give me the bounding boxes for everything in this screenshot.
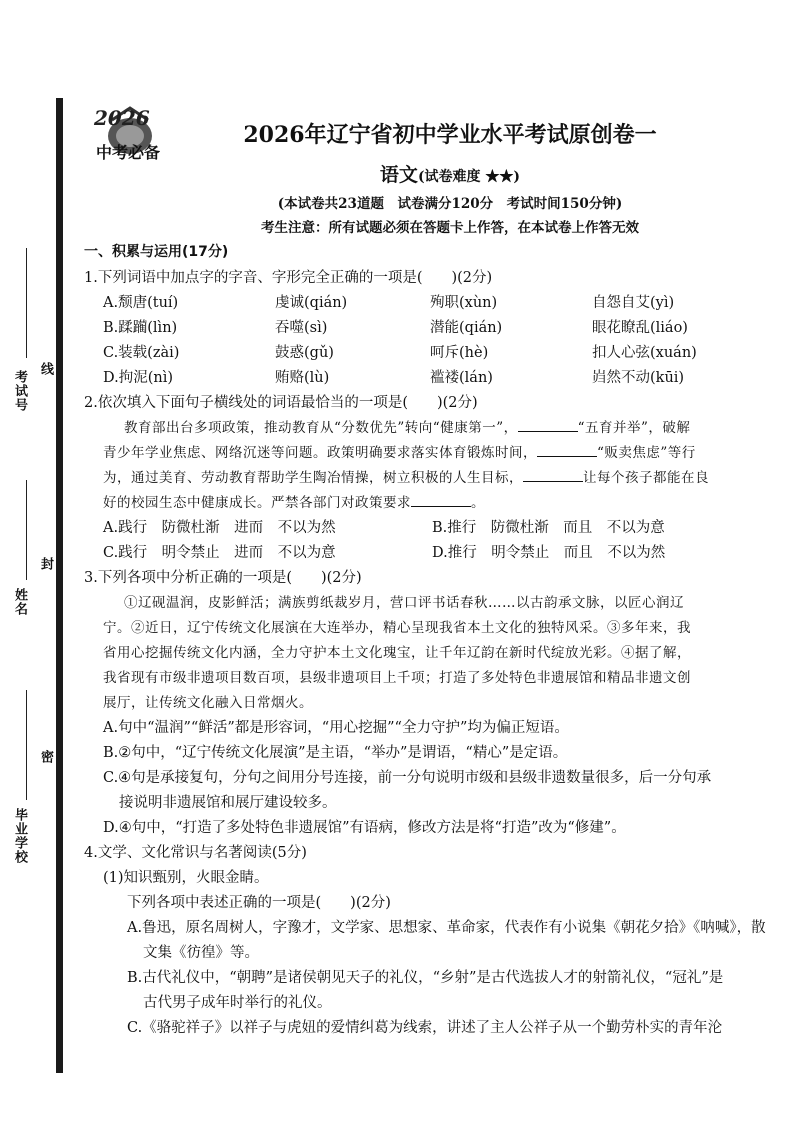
logo-year: 2026 — [94, 106, 150, 130]
q1-word: 眼花瞭乱(liáo) — [592, 320, 688, 336]
exam-no-line — [26, 248, 27, 358]
logo-text: 中考必备 — [96, 143, 161, 162]
q2-option: B.推行 防微杜渐 而且 不以为意 — [432, 520, 665, 536]
q1-word: 岿然不动(kūi) — [592, 370, 685, 386]
q1-option: B.蹂躏(lìn) — [103, 320, 178, 336]
q2-passage-line: 青少年学业焦虑、网络沉迷等问题。政策明确要求落实体育锻炼时间， “贩卖焦虑”等行 — [103, 445, 696, 461]
q1-word: 殉职(xùn) — [430, 295, 498, 311]
binding-bar — [56, 98, 63, 1073]
school-line — [26, 690, 27, 800]
q3-option: C.④句是承接复句，分句之间用分号连接，前一分句说明市级和县级非遗数量很多，后一分句承 — [103, 770, 712, 786]
q2-option: D.推行 明令禁止 而且 不以为然 — [432, 545, 666, 561]
q1-word: 潜能(qián) — [430, 320, 503, 336]
name-line — [26, 480, 27, 580]
q1-word: 虔诚(qián) — [275, 295, 348, 311]
q1-option: D.拘泥(nì) — [103, 370, 174, 386]
q4-option-cont: 古代男子成年时举行的礼仪。 — [143, 995, 332, 1011]
q3-option-cont: 接说明非遗展馆和展厅建设较多。 — [119, 795, 337, 811]
q2-stem: 2.依次填入下面句子横线处的词语最恰当的一项是( )(2分) — [84, 395, 478, 411]
q1-word: 鼓惑(gǔ) — [275, 345, 334, 361]
q2-passage-line: 为，通过美育、劳动教育帮助学生陶冶情操，树立积极的人生目标， 让每个孩子都能在良 — [103, 470, 709, 486]
q3-option: A.句中“温润”“鲜活”都是形容词，“用心挖掘”“全力守护”均为偏正短语。 — [103, 720, 569, 736]
answer-blank — [523, 469, 583, 482]
exam-title: 2026年辽宁省初中学业水平考试原创卷一 — [243, 122, 657, 148]
exam-subject: 语文(试卷难度 ★★) — [379, 164, 521, 186]
binding-line-char: 线 — [38, 362, 53, 376]
q3-passage-line: ①辽砚温润，皮影鲜活；满族剪纸裁岁月，营口评书话春秋……以古韵承文脉，以匠心润辽 — [124, 595, 684, 611]
q1-word: 扣人心弦(xuán) — [592, 345, 697, 361]
q2-passage-line: 好的校园生态中健康成长。严禁各部门对政策要求 。 — [103, 495, 485, 511]
difficulty: (试卷难度 ★★) — [417, 169, 521, 185]
binding-secret-char: 密 — [38, 750, 53, 764]
q4-option: B.古代礼仪中，“朝聘”是诸侯朝见天子的礼仪，“乡射”是古代选拔人才的射箭礼仪，“冠礼”是 — [127, 970, 724, 986]
q4-stem: 4.文学、文化常识与名著阅读(5分) — [84, 845, 307, 861]
answer-blank — [537, 444, 597, 457]
binding-seal-char: 封 — [38, 557, 53, 571]
q3-option: B.②句中，“辽宁传统文化展演”是主语，“举办”是谓语，“精心”是定语。 — [103, 745, 568, 761]
q1-option: A.颓唐(tuí) — [103, 295, 179, 311]
q1-word: 自怨自艾(yì) — [592, 295, 675, 311]
q4-option-cont: 文集《彷徨》等。 — [143, 945, 259, 961]
q4-sub1-question: 下列各项中表述正确的一项是( )(2分) — [127, 895, 391, 911]
answer-blank — [518, 419, 578, 432]
q2-passage-line: 教育部出台多项政策，推动教育从“分数优先”转向“健康第一”， “五育并举”，破解 — [124, 420, 691, 436]
q1-word: 褴褛(lán) — [430, 370, 493, 386]
q1-option: C.装载(zài) — [103, 345, 180, 361]
q1-word: 吞噬(sì) — [275, 320, 328, 336]
q1-word: 呵斥(hè) — [430, 345, 489, 361]
q1-word: 贿赂(lù) — [275, 370, 330, 386]
q4-option: A.鲁迅，原名周树人，字豫才，文学家、思想家、革命家，代表作有小说集《朝花夕拾》《呐喊》，散 — [127, 920, 766, 936]
q3-passage-line: 宁。②近日，辽宁传统文化展演在大连举办，精心呈现我省本土文化的独特风采。③多年来，我 — [103, 620, 691, 636]
q3-option: D.④句中，“打造了多处特色非遗展馆”有语病，修改方法是将“打造”改为“修建”。 — [103, 820, 626, 836]
q4-sub1: (1)知识甄别，火眼金睛。 — [103, 870, 269, 886]
q1-stem: 1.下列词语中加点字的字音、字形完全正确的一项是( )(2分) — [84, 270, 493, 286]
exam-no-label: 考试号 — [12, 370, 27, 412]
exam-notice: 考生注意：所有试题必须在答题卡上作答，在本试卷上作答无效 — [261, 220, 639, 236]
q3-passage-line: 省用心挖掘传统文化内涵，全力守护本土文化瑰宝，让千年辽韵在新时代绽放光彩。④据了解， — [103, 645, 691, 661]
name-label: 姓名 — [12, 588, 27, 616]
q2-option: A.践行 防微杜渐 进而 不以为然 — [103, 520, 336, 536]
q3-stem: 3.下列各项中分析正确的一项是( )(2分) — [84, 570, 362, 586]
q3-passage-line: 展厅，让传统文化融入日常烟火。 — [103, 695, 313, 711]
q2-option: C.践行 明令禁止 进而 不以为意 — [103, 545, 336, 561]
section-heading: 一、积累与运用(17分) — [84, 244, 229, 260]
exam-info: (本试卷共23道题 试卷满分120分 考试时间150分钟) — [277, 196, 623, 212]
exam-logo — [82, 100, 178, 168]
q4-option: C.《骆驼祥子》以祥子与虎妞的爱情纠葛为线索，讲述了主人公祥子从一个勤劳朴实的青年沦 — [127, 1020, 723, 1036]
answer-blank — [411, 494, 471, 507]
school-label: 毕业学校 — [12, 808, 27, 864]
q3-passage-line: 我省现有市级非遗项目数百项，县级非遗项目上千项；打造了多处特色非遗展馆和精品非遗文创 — [103, 670, 691, 686]
